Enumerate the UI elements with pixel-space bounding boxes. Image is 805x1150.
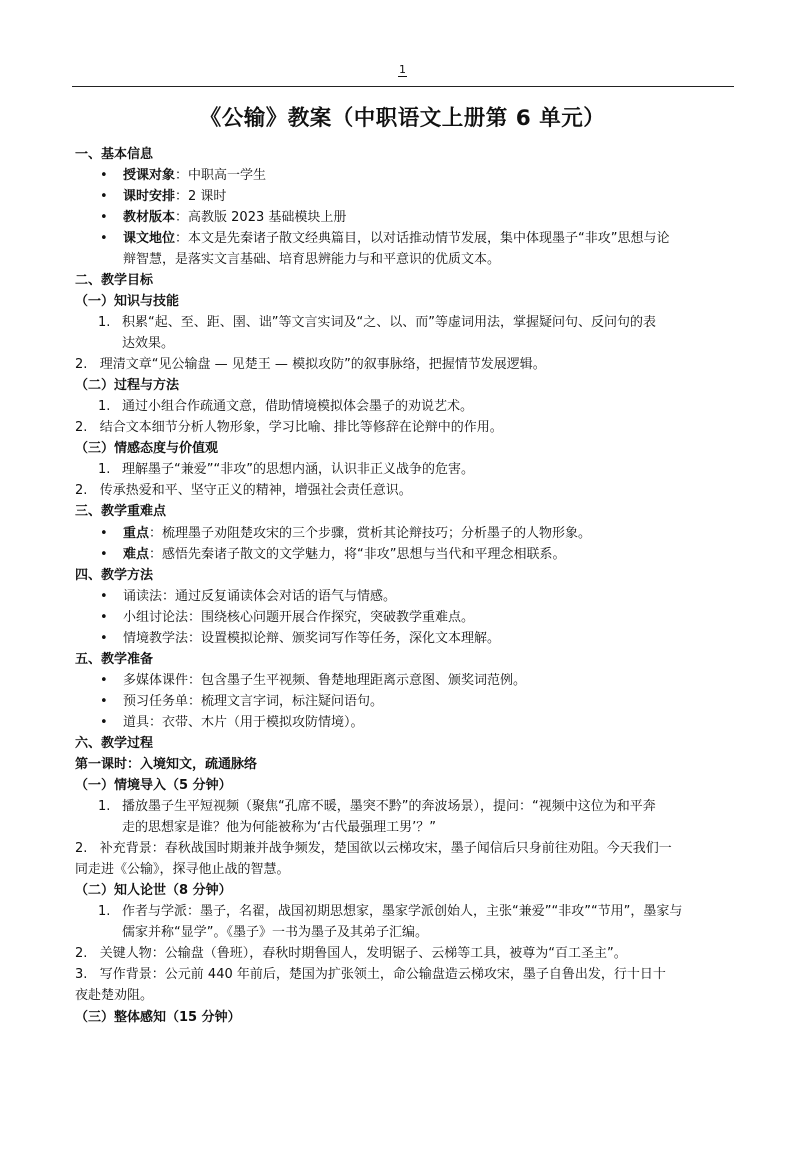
section-heading-basic-info: 一、基本信息 xyxy=(75,147,154,162)
list-item: 2. 传承热爱和平、坚守正义的精神，增强社会责任意识。 xyxy=(75,483,412,498)
list-item: 通过小组合作疏通文意，借助情境模拟体会墨子的劝说艺术。 xyxy=(122,399,474,414)
list-number: 1. xyxy=(98,904,111,919)
list-item: 难点：感悟先秦诸子散文的文学魅力，将“非攻”思想与当代和平理念相联系。 xyxy=(123,547,566,562)
list-item: 2. 结合文本细节分析人物形象，学习比喻、排比等修辞在论辩中的作用。 xyxy=(75,420,503,435)
bullet-dot: • xyxy=(100,589,108,604)
list-item: 道具：衣带、木片（用于模拟攻防情境）。 xyxy=(123,715,364,730)
bullet-dot: • xyxy=(100,231,108,246)
section-heading-key-points: 三、教学重难点 xyxy=(75,504,167,519)
subheading: （二）过程与方法 xyxy=(75,378,180,393)
list-item-continuation: 儒家并称“显学”。《墨子》一书为墨子及其弟子汇编。 xyxy=(122,925,428,940)
list-item: 预习任务单：梳理文言字词，标注疑问语句。 xyxy=(123,694,384,709)
subheading: （一）知识与技能 xyxy=(75,294,180,309)
page-title: 《公输》教案（中职语文上册第 6 单元） xyxy=(199,106,606,131)
subheading: （一）情境导入（5 分钟） xyxy=(75,778,232,793)
list-item-continuation: 辩智慧，是落实文言基础、培育思辨能力与和平意识的优质文本。 xyxy=(123,252,501,267)
subheading: （三）整体感知（15 分钟） xyxy=(75,1010,241,1025)
bullet-dot: • xyxy=(100,168,108,183)
list-item: 理解墨子“兼爱”“非攻”的思想内涵，认识非正义战争的危害。 xyxy=(122,462,474,477)
lesson-heading: 第一课时：入境知文，疏通脉络 xyxy=(75,757,258,772)
list-item-continuation: 同走进《公输》，探寻他止战的智慧。 xyxy=(75,862,290,877)
list-item: 重点：梳理墨子劝阻楚攻宋的三个步骤，赏析其论辩技巧；分析墨子的人物形象。 xyxy=(123,526,592,541)
list-number: 1. xyxy=(98,315,111,330)
list-item: 2. 关键人物：公输盘（鲁班），春秋时期鲁国人，发明锯子、云梯等工具，被尊为“百工圣主”。 xyxy=(75,946,627,961)
list-item: 教材版本：高教版 2023 基础模块上册 xyxy=(123,210,347,225)
list-item: 2. 补充背景：春秋战国时期兼并战争频发，楚国欲以云梯攻宋，墨子闻信后只身前往劝阻。今天我们一 xyxy=(75,841,672,856)
list-item: 作者与学派：墨子，名翟，战国初期思想家，墨家学派创始人，主张“兼爱”“非攻”“节用”，墨家与 xyxy=(122,904,683,919)
list-item: 课时安排：2 课时 xyxy=(123,189,227,204)
bullet-dot: • xyxy=(100,189,108,204)
section-heading-methods: 四、教学方法 xyxy=(75,568,154,583)
bullet-dot: • xyxy=(100,526,108,541)
list-item: 诵读法：通过反复诵读体会对话的语气与情感。 xyxy=(123,589,397,604)
bullet-dot: • xyxy=(100,715,108,730)
bullet-dot: • xyxy=(100,610,108,625)
list-number: 1. xyxy=(98,799,111,814)
bullet-dot: • xyxy=(100,694,108,709)
page-number: 1 xyxy=(399,63,406,76)
subheading: （二）知人论世（8 分钟） xyxy=(75,883,232,898)
list-item: 情境教学法：设置模拟论辩、颁奖词写作等任务，深化文本理解。 xyxy=(123,631,501,646)
list-item-continuation: 走的思想家是谁？他为何能被称为‘古代最强理工男’？” xyxy=(122,820,436,835)
list-number: 1. xyxy=(98,462,111,477)
bullet-dot: • xyxy=(100,210,108,225)
list-item-continuation: 夜赴楚劝阻。 xyxy=(75,988,154,1003)
list-item: 授课对象：中职高一学生 xyxy=(123,168,267,183)
section-heading-goals: 二、教学目标 xyxy=(75,273,154,288)
header-rule xyxy=(72,86,734,87)
list-item: 播放墨子生平短视频（聚焦“孔席不暖，墨突不黔”的奔波场景），提问：“视频中这位为和平奔 xyxy=(122,799,656,814)
subheading: （三）情感态度与价值观 xyxy=(75,441,219,456)
list-number: 1. xyxy=(98,399,111,414)
section-heading-process: 六、教学过程 xyxy=(75,736,154,751)
list-item: 多媒体课件：包含墨子生平视频、鲁楚地理距离示意图、颁奖词范例。 xyxy=(123,673,527,688)
list-item-continuation: 达效果。 xyxy=(122,336,175,351)
list-item: 积累“起、至、距、圉、诎”等文言实词及“之、以、而”等虚词用法，掌握疑问句、反问句的表 xyxy=(122,315,656,330)
bullet-dot: • xyxy=(100,673,108,688)
bullet-dot: • xyxy=(100,547,108,562)
section-heading-preparation: 五、教学准备 xyxy=(75,652,154,667)
list-item: 小组讨论法：围绕核心问题开展合作探究，突破教学重难点。 xyxy=(123,610,475,625)
list-item: 课文地位：本文是先秦诸子散文经典篇目，以对话推动情节发展，集中体现墨子“非攻”思想与论 xyxy=(123,231,670,246)
list-item: 2. 理清文章“见公输盘 — 见楚王 — 模拟攻防”的叙事脉络，把握情节发展逻辑。 xyxy=(75,357,546,372)
list-item: 3. 写作背景：公元前 440 年前后，楚国为扩张领土，命公输盘造云梯攻宋，墨子自鲁出发，行十日十 xyxy=(75,967,666,982)
bullet-dot: • xyxy=(100,631,108,646)
